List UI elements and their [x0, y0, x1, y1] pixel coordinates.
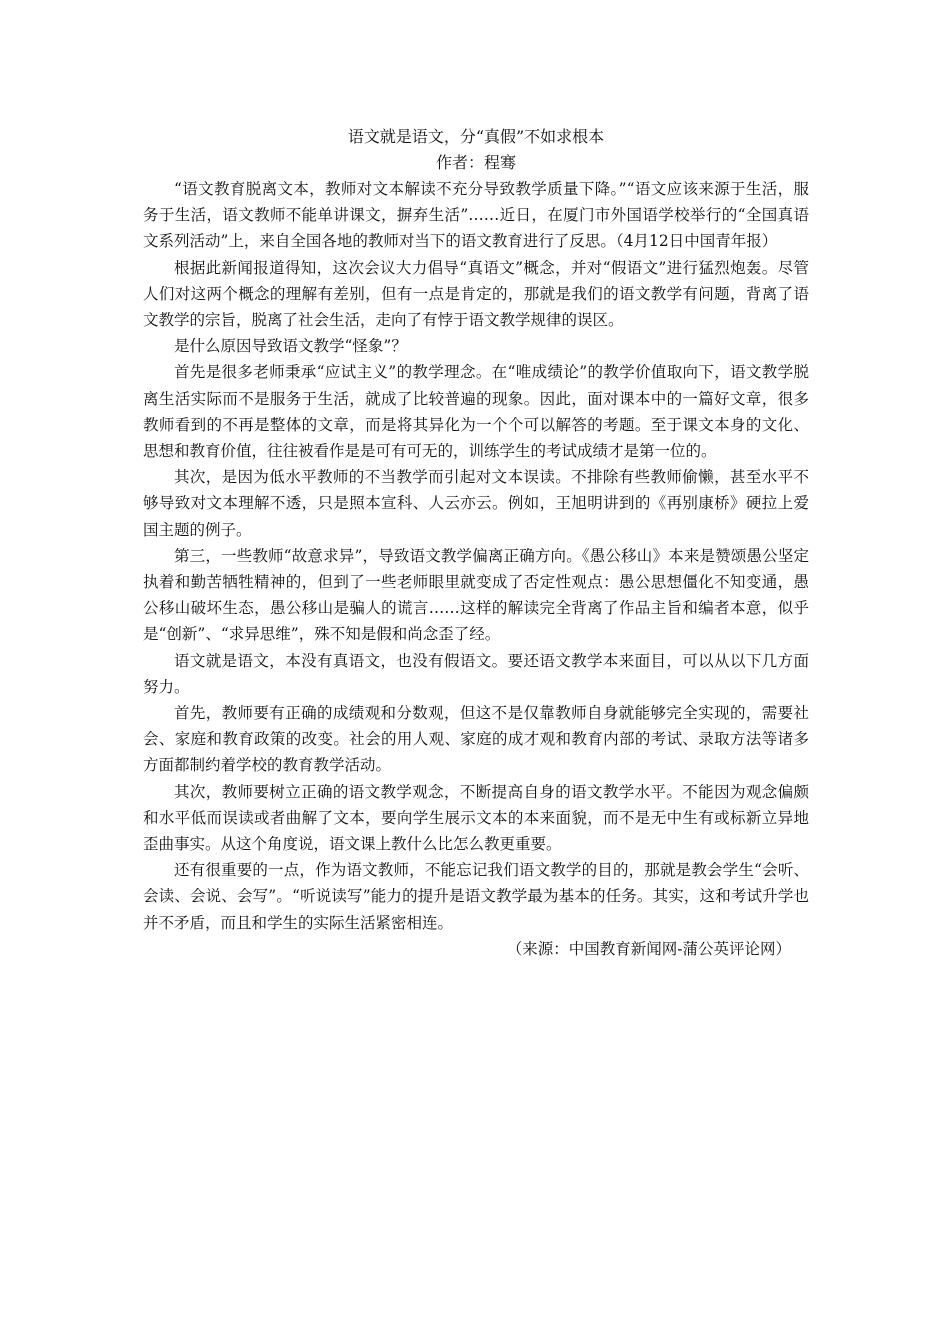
paragraph: 首先，教师要有正确的成绩观和分数观，但这不是仅靠教师自身就能够完全实现的，需要社会、家庭和教育政策的改变。社会的用人观、家庭的成才观和教育内部的考试、录取方法等诸多方面都制约着学校的教育教学活动。	[143, 704, 809, 775]
paragraph: 其次，教师要树立正确的语文教学观念，不断提高自身的语文教学水平。不能因为观念偏颇和水平低而误读或者曲解了文本，要向学生展示文本的本来面貌，而不是无中生有或标新立异地歪曲事实。从这个角度说，语文课上教什么比怎么教更重要。	[143, 782, 809, 854]
document-page	[143, 124, 809, 962]
paragraph: 还有很重要的一点，作为语文教师，不能忘记我们语文教学的目的，那就是教会学生“会听、会读、会说、会写”。“听说读写”能力的提升是语文教学最为基本的任务。其实，这和考试升学也并不矛盾，而且和学生的实际生活紧密相连。	[143, 861, 809, 932]
article-author: 作者：程骞	[435, 153, 516, 172]
paragraph: 其次，是因为低水平教师的不当教学而引起对文本误读。不排除有些教师偷懒，甚至水平不够导致对文本理解不透，只是照本宣科、人云亦云。例如，王旭明讲到的《再别康桥》硬拉上爱国主题的例子。	[143, 468, 809, 539]
article-source: （来源：中国教育新闻网-蒲公英评论网）	[506, 939, 791, 958]
paragraph: 首先是很多老师秉承“应试主义”的教学理念。在“唯成绩论”的教学价值取向下，语文教学脱离生活实际而不是服务于生活，就成了比较普遍的现象。因此，面对课本中的一篇好文章，很多教师看到的不再是整体的文章，而是将其异化为一个个可以解答的考题。至于课文本身的文化、思想和教育价值，往往被看作是是可有可无的，训练学生的考试成绩才是第一位的。	[143, 363, 809, 461]
paragraph: “语文教育脱离文本，教师对文本解读不充分导致教学质量下降。”“语文应该来源于生活，服务于生活，语文教师不能单讲课文，摒弃生活”……近日，在厦门市外国语学校举行的“全国真语文系列活动”上，来自全国各地的教师对当下的语文教育进行了反思。（4月12日中国青年报）	[143, 180, 809, 251]
paragraph: 第三，一些教师“故意求异”，导致语文教学偏离正确方向。《愚公移山》本来是赞颂愚公坚定执着和勤苦牺牲精神的，但到了一些老师眼里就变成了否定性观点：愚公思想僵化不知变通，愚公移山破坏生态，愚公移山是骗人的谎言……这样的解读完全背离了作品主旨和编者本意，似乎是“创新”、“求异思维”，殊不知是假和尚念歪了经。	[143, 546, 809, 644]
paragraph: 是什么原因导致语文教学“怪象”？	[174, 337, 407, 356]
paragraph: 根据此新闻报道得知，这次会议大力倡导“真语文”概念，并对“假语文”进行猛烈炮轰。尽管人们对这两个概念的理解有差别，但有一点是肯定的，那就是我们的语文教学有问题，背离了语文教学的宗旨，脱离了社会生活，走向了有悖于语文教学规律的误区。	[143, 258, 809, 330]
paragraph: 语文就是语文，本没有真语文，也没有假语文。要还语文教学本来面目，可以从以下几方面努力。	[143, 651, 809, 696]
article-title: 语文就是语文，分“真假”不如求根本	[347, 127, 605, 146]
